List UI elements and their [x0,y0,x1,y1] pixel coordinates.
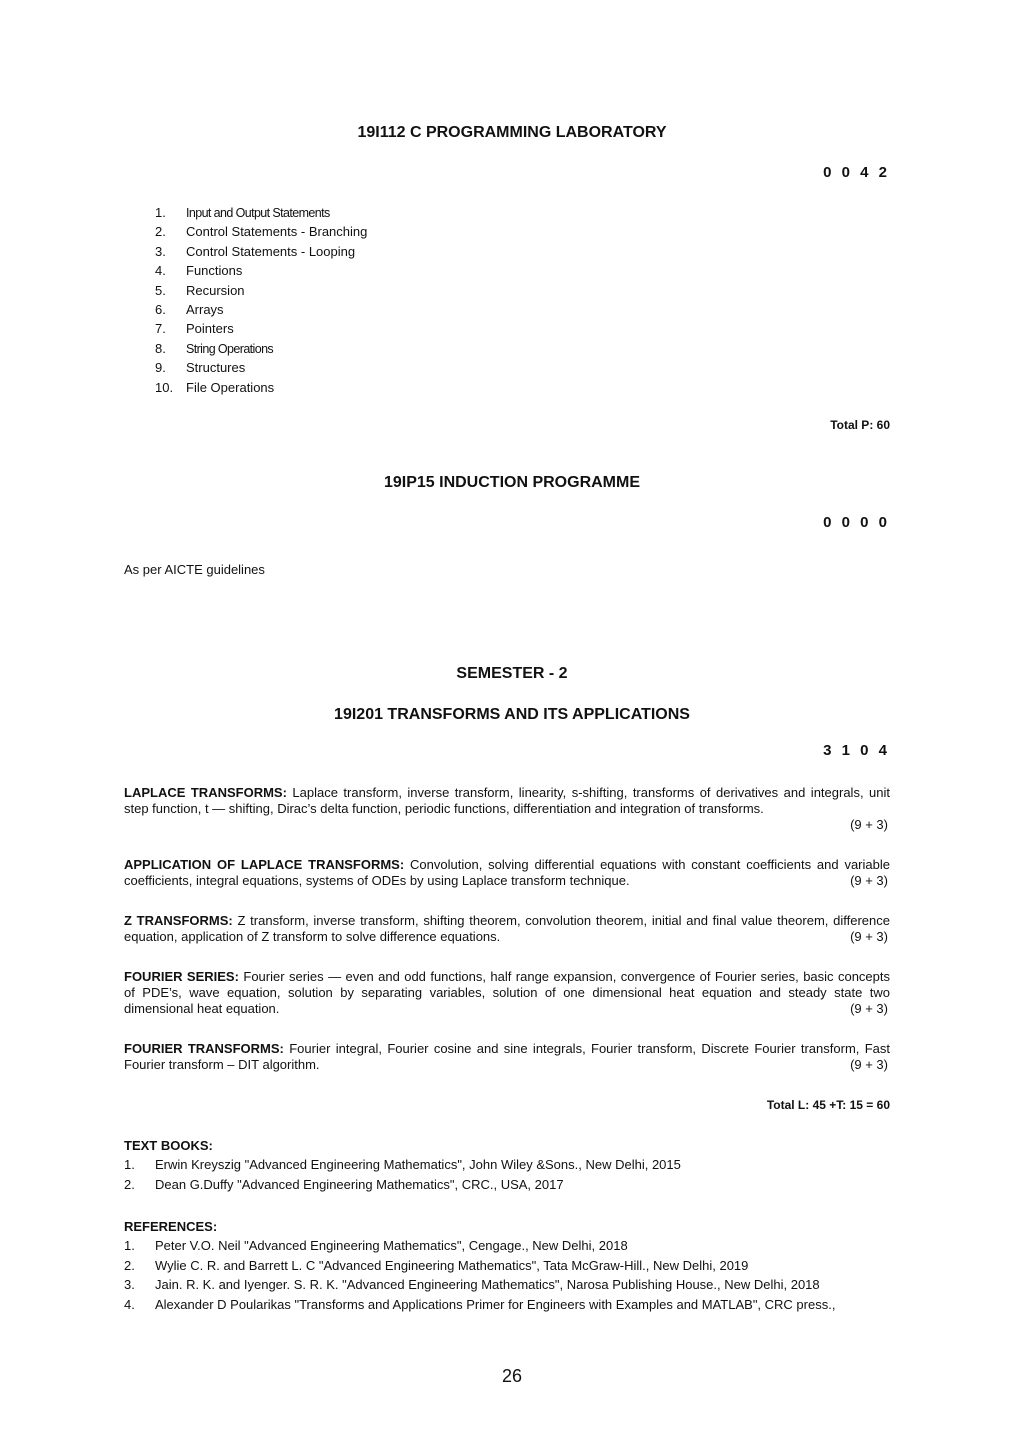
unit-z-transforms [124,913,890,945]
unit-heading: FOURIER SERIES: [124,969,239,984]
unit-heading: APPLICATION OF LAPLACE TRANSFORMS: [124,857,405,872]
references-list [124,1236,835,1314]
induction-note: As per AICTE guidelines [124,562,265,577]
unit-hours: (9 + 3) [850,817,888,832]
unit-text: Fourier series — even and odd functions, half range expansion, convergence of Fourier series, basic concepts of PDE’s, wave equation, solution by separating variables, solution of one dimensional heat equation and steady state two dimensional heat equation. [124,969,890,1016]
list-item: 4. Functions [155,263,243,279]
unit-heading: Z TRANSFORMS: [124,913,233,928]
list-item: 1. Input and Output Statements [155,205,330,220]
list-item: 3. Control Statements - Looping [155,243,356,259]
list-item: 2. Dean G.Duffy "Advanced Engineering Mathematics", CRC., USA, 2017 [124,1176,564,1192]
text-books-heading: TEXT BOOKS: [124,1138,213,1153]
unit-heading: FOURIER TRANSFORMS: [124,1041,284,1056]
unit-heading: LAPLACE TRANSFORMS: [124,785,287,800]
list-item: 1. Peter V.O. Neil "Advanced Engineering Mathematics", Cengage., New Delhi, 2018 [124,1238,628,1253]
theory-total: Total L: 45 +T: 15 = 60 [766,1098,890,1112]
list-item: 4. Alexander D Poularikas "Transforms and Applications Primer for Engineers with Examples and MATLAB", CRC press., [124,1296,836,1312]
unit-text: Laplace transform, inverse transform, linearity, s-shifting, transforms of derivatives and integrals, unit step function, t — shifting, Dirac’s delta function, periodic functions, differentiation and integration of transforms. [124,785,890,816]
unit-fourier-series [124,969,890,1017]
unit-laplace [124,785,890,817]
text-books-list [124,1155,681,1194]
page-number: 26 [501,1366,523,1386]
unit-text: Fourier integral, Fourier cosine and sine integrals, Fourier transform, Discrete Fourier transform, Fast Fourier transform – DIT algorithm. [124,1041,890,1072]
unit-text: Z transform, inverse transform, shifting theorem, convolution theorem, initial and final value theorem, difference equation, application of Z transform to solve difference equations. [124,913,890,944]
induction-credits: 0 0 0 0 [823,514,890,531]
lab-course-title: 19I112 C PROGRAMMING LABORATORY [357,124,667,141]
unit-text: Convolution, solving differential equations with constant coefficients and variable coefficients, integral equations, systems of ODEs by using Laplace transform technique. [124,857,890,888]
unit-fourier-transforms [124,1041,890,1073]
references-heading: REFERENCES: [124,1219,218,1234]
induction-title: 19IP15 INDUCTION PROGRAMME [383,474,641,491]
list-item: 10. File Operations [155,379,275,395]
unit-hours: (9 + 3) [850,1057,888,1072]
unit-application-laplace [124,857,890,889]
list-item: 1. Erwin Kreyszig "Advanced Engineering Mathematics", John Wiley &Sons., New Delhi, 2015 [124,1157,681,1172]
unit-hours: (9 + 3) [850,873,888,888]
semester-heading: SEMESTER - 2 [456,665,568,682]
list-item: 6. Arrays [155,301,224,317]
list-item: 5. Recursion [155,282,245,298]
list-item: 3. Jain. R. K. and Iyenger. S. R. K. "Advanced Engineering Mathematics", Narosa Publishing House., New Delhi, 2018 [124,1277,820,1292]
theory-course-title: 19I201 TRANSFORMS AND ITS APPLICATIONS [334,706,690,723]
experiment-list [155,203,367,397]
theory-course-credits: 3 1 0 4 [823,742,890,759]
unit-hours: (9 + 3) [850,929,888,944]
list-item: 9. Structures [155,360,246,376]
lab-course-credits: 0 0 4 2 [823,164,890,181]
list-item: 8. String Operations [155,340,274,356]
unit-hours: (9 + 3) [850,1001,888,1016]
lab-total: Total P: 60 [830,418,890,432]
list-item: 7. Pointers [155,321,234,337]
list-item: 2. Wylie C. R. and Barrett L. C "Advanced Engineering Mathematics", Tata McGraw-Hill., New Delhi, 2019 [124,1257,749,1273]
list-item: 2. Control Statements - Branching [155,224,368,240]
